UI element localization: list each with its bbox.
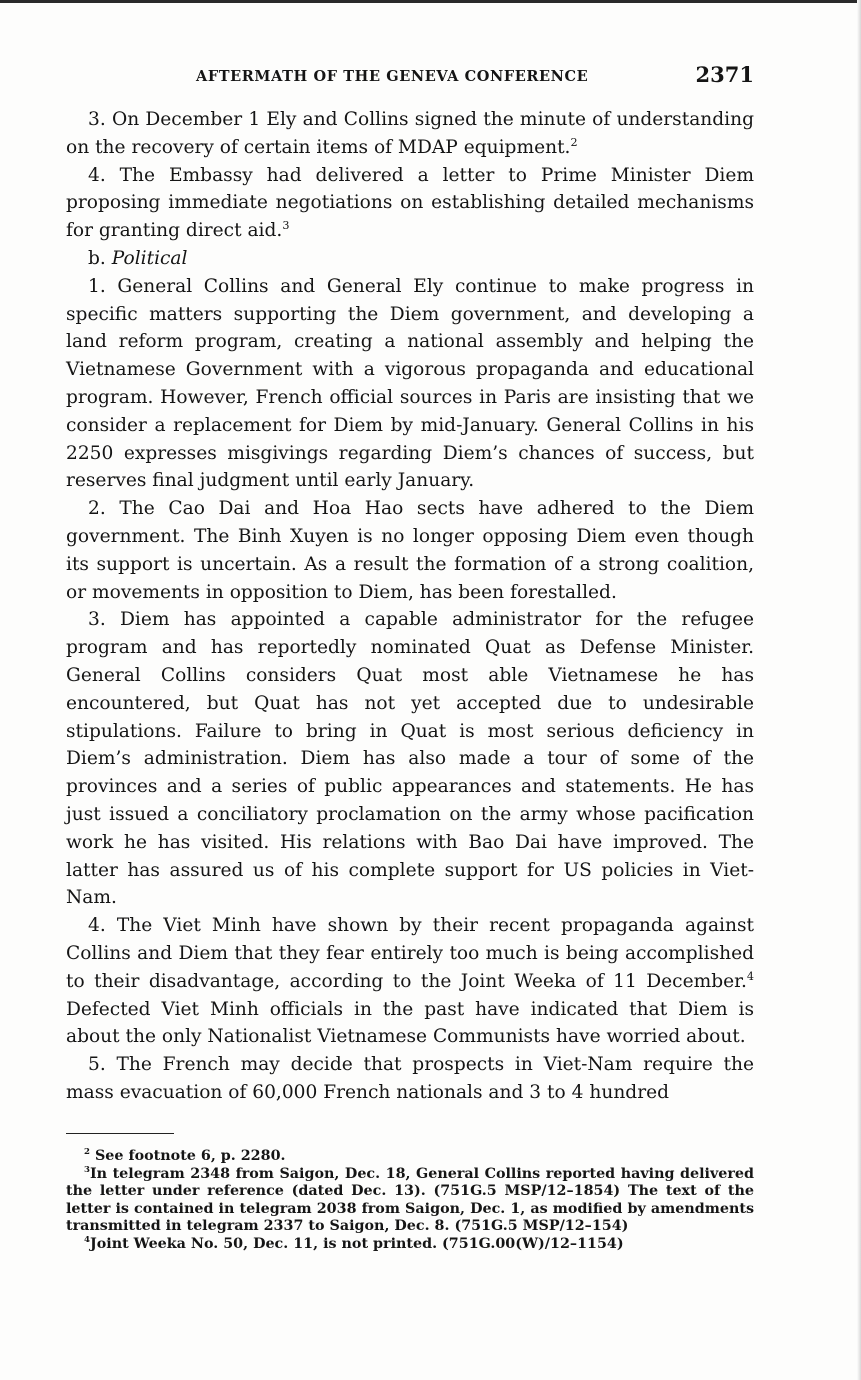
footnote-mark: 2 [84, 1147, 90, 1158]
paragraph-political-4: 4. The Viet Minh have shown by their recent propaganda against Collins and Diem that they fear entirely too much is being accomplished to their disadvantage, according to the Joint Weeka of 11 December.$^4$ Defected Viet Minh officials in the past have indicated that Diem is about the only Nationalist Vietnamese Communists have worried about. [66, 915, 754, 1048]
paragraph-political-2: 2. The Cao Dai and Hoa Hao sects have adhered to the Diem government. The Binh Xuyen is no longer opposing Diem even though its support is uncertain. As a result the formation of a strong coalition, or movements in opposition to Diem, has been forestalled. [66, 498, 754, 603]
paragraph-political-1: 1. General Collins and General Ely continue to make progress in specific matters supporting the Diem government, and developing a land reform program, creating a national assembly and helping the Vietnamese Government with a vigorous propaganda and educational program. However, French official sources in Paris are insisting that we consider a replacement for Diem by mid-January. General Collins in his 2250 expresses misgivings regarding Diem’s chances of success, but reserves final judgment until early January. [66, 275, 754, 492]
page-header [66, 62, 754, 94]
subheading-prefix: b. [88, 247, 106, 269]
footnote-ref-4: 4 [746, 969, 754, 983]
page-number: 2371 [695, 62, 754, 87]
section-subheading [66, 245, 754, 273]
paragraph-mdap-equipment: 3. On December 1 Ely and Collins signed the minute of understanding on the recovery of certain items of MDAP equipment.$^2$ [66, 109, 754, 158]
footnote-4: $^4$Joint Weeka No. 50, Dec. 11, is not printed. (751G.00(W)/12–1154) [84, 1235, 624, 1252]
footnote-ref-2: 2 [570, 135, 578, 149]
footnotes [66, 1148, 754, 1254]
running-head: AFTERMATH OF THE GENEVA CONFERENCE [196, 68, 589, 85]
footnote-3: $^3$In telegram 2348 from Saigon, Dec. 18, General Collins reported having delivered the letter under reference (dated Dec. 13). (751G.5 MSP/12–1854) The text of the letter is contained in telegram 2038 from Saigon, Dec. 1, as modified by amendments transmitted in telegram 2337 to Saigon, Dec. 8. (751G.5 MSP/12–154) [66, 1164, 754, 1235]
body-text [66, 106, 754, 1107]
footnote-mark: 4 [84, 1235, 90, 1246]
top-edge-rule [0, 0, 861, 3]
subheading-title: Political [111, 247, 188, 269]
paragraph-political-5: 5. The French may decide that prospects in Viet-Nam require the mass evacuation of 60,000 French nationals and 3 to 4 hundred [66, 1054, 754, 1103]
paragraph-direct-aid: 4. The Embassy had delivered a letter to Prime Minister Diem proposing immediate negotiations on establishing detailed mechanisms for granting direct aid.$^3$ [66, 164, 754, 242]
paragraph-political-3: 3. Diem has appointed a capable administrator for the refugee program and has reportedly nominated Quat as Defense Minister. General Collins considers Quat most able Vietnamese he has encountered, but Quat has not yet accepted due to undesirable stipulations. Failure to bring in Quat is most serious deficiency in Diem’s administration. Diem has also made a tour of some of the provinces and a series of public appearances and statements. He has just issued a conciliatory proclamation on the army whose pacification work he has visited. His relations with Bao Dai have improved. The latter has assured us of his complete support for US policies in Viet-Nam. [66, 609, 754, 909]
footnote-2: $^2$ See footnote 6, p. 2280. [84, 1147, 286, 1164]
footnote-ref-3: 3 [282, 219, 290, 232]
footnote-divider [66, 1133, 174, 1134]
page-edge-shadow [857, 0, 861, 1380]
footnote-mark: 3 [84, 1164, 90, 1175]
